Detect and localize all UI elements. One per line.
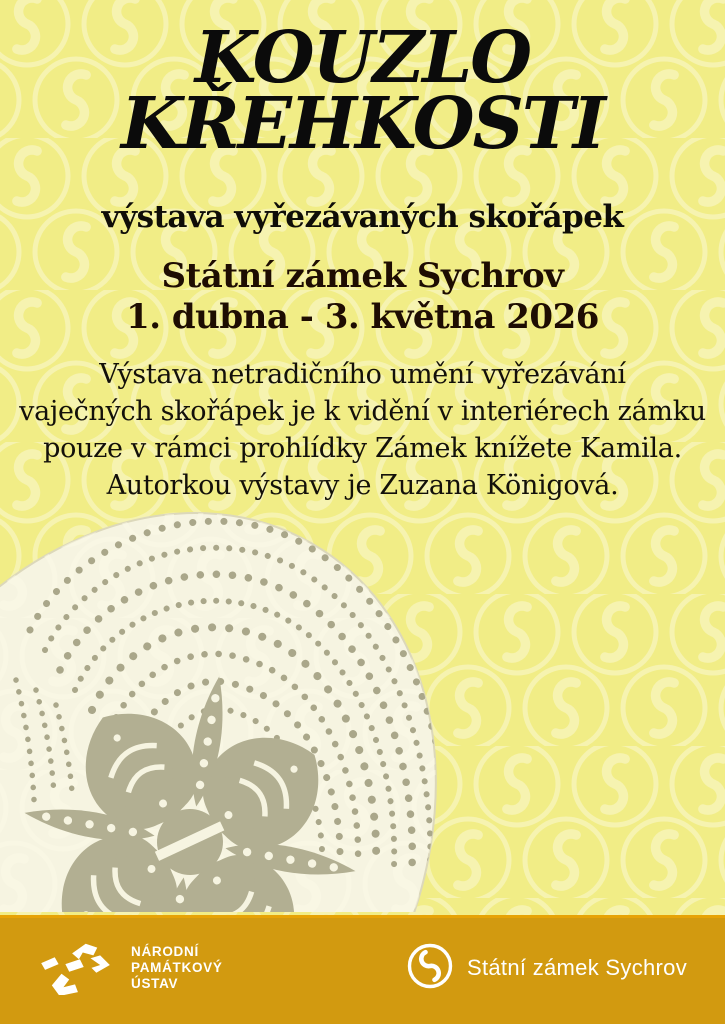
sychrov-logo	[406, 942, 687, 995]
venue-and-dates	[0, 256, 725, 338]
npu-text-line: NÁRODNÍ	[131, 944, 199, 959]
date-range: 1. dubna - 3. května 2026	[126, 297, 599, 337]
npu-rooftops-icon	[36, 937, 116, 1000]
description-line: vaječných skořápek je k vidění v interiérech zámku	[19, 396, 706, 427]
npu-logo-text	[131, 944, 223, 992]
title-line-1: KOUZLO	[194, 15, 531, 99]
sychrov-logo-label: Státní zámek Sychrov	[467, 955, 687, 980]
footer-bar	[0, 915, 725, 1024]
description-line: Výstava netradičního umění vyřezávání	[99, 359, 626, 390]
carved-egg-image	[0, 470, 500, 912]
npu-text-line: PAMÁTKOVÝ	[131, 960, 223, 975]
title-line-2: KŘEHKOSTI	[121, 81, 604, 165]
description-line: Autorkou výstavy je Zuzana Königová.	[106, 470, 619, 501]
npu-logo	[36, 937, 223, 1000]
page-title	[0, 15, 725, 165]
npu-text-line: ÚSTAV	[131, 976, 179, 991]
sychrov-swirl-icon	[406, 942, 454, 995]
description	[0, 356, 725, 504]
description-line: pouze v rámci prohlídky Zámek knížete Kamila.	[43, 433, 682, 464]
subtitle: výstava vyřezávaných skořápek	[101, 199, 624, 235]
venue-name: Státní zámek Sychrov	[161, 256, 564, 296]
